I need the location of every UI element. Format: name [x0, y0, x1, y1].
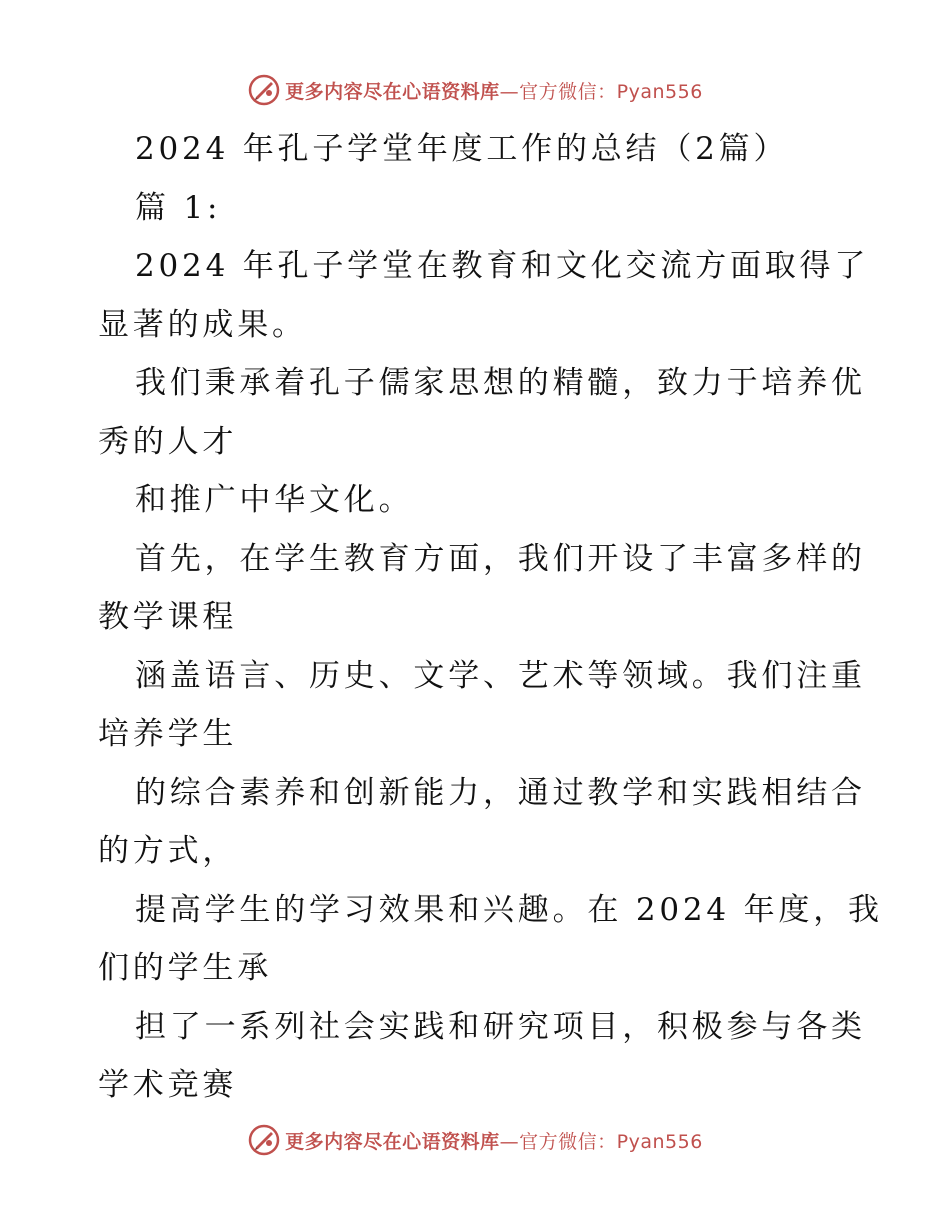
document-line: 担了一系列社会实践和研究项目，积极参与各类	[135, 1008, 866, 1045]
header-banner	[0, 70, 950, 110]
document-body	[98, 120, 883, 1115]
document-line: 们的学生承	[98, 950, 272, 986]
document-line: 首先，在学生教育方面，我们开设了丰富多样的	[135, 540, 866, 577]
document-line: 涵盖语言、历史、文学、艺术等领域。我们注重	[135, 657, 866, 694]
header-banner-text	[285, 77, 703, 104]
document-line: 培养学生	[98, 716, 238, 752]
footer-banner	[0, 1120, 950, 1160]
document-line: 篇 1:	[135, 189, 222, 226]
brand-logo-icon	[247, 1123, 281, 1157]
footer-contact-text: —官方微信：Pyan556	[499, 1130, 703, 1153]
document-line: 秀的人才	[98, 423, 238, 460]
footer-banner-text	[285, 1127, 703, 1154]
document-line: 的方式，	[98, 833, 238, 869]
document-line: 2024 年孔子学堂在教育和文化交流方面取得了	[135, 248, 870, 284]
header-contact-text: —官方微信：Pyan556	[499, 80, 703, 103]
footer-brand-text: 更多内容尽在心语资料库	[285, 1130, 500, 1153]
header-brand-text: 更多内容尽在心语资料库	[285, 80, 500, 103]
document-line: 显著的成果。	[98, 306, 307, 343]
document-line: 和推广中华文化。	[135, 482, 414, 518]
document-line: 提高学生的学习效果和兴趣。在 2024 年度，我	[135, 891, 883, 928]
document-line: 学术竞赛	[98, 1067, 238, 1103]
brand-logo-icon	[247, 73, 281, 107]
document-line: 的综合素养和创新能力，通过教学和实践相结合	[135, 774, 866, 811]
document-line: 我们秉承着孔子儒家思想的精髓，致力于培养优	[135, 365, 866, 401]
document-line: 2024 年孔子学堂年度工作的总结（2篇）	[135, 131, 789, 167]
document-line: 教学课程	[98, 599, 238, 635]
